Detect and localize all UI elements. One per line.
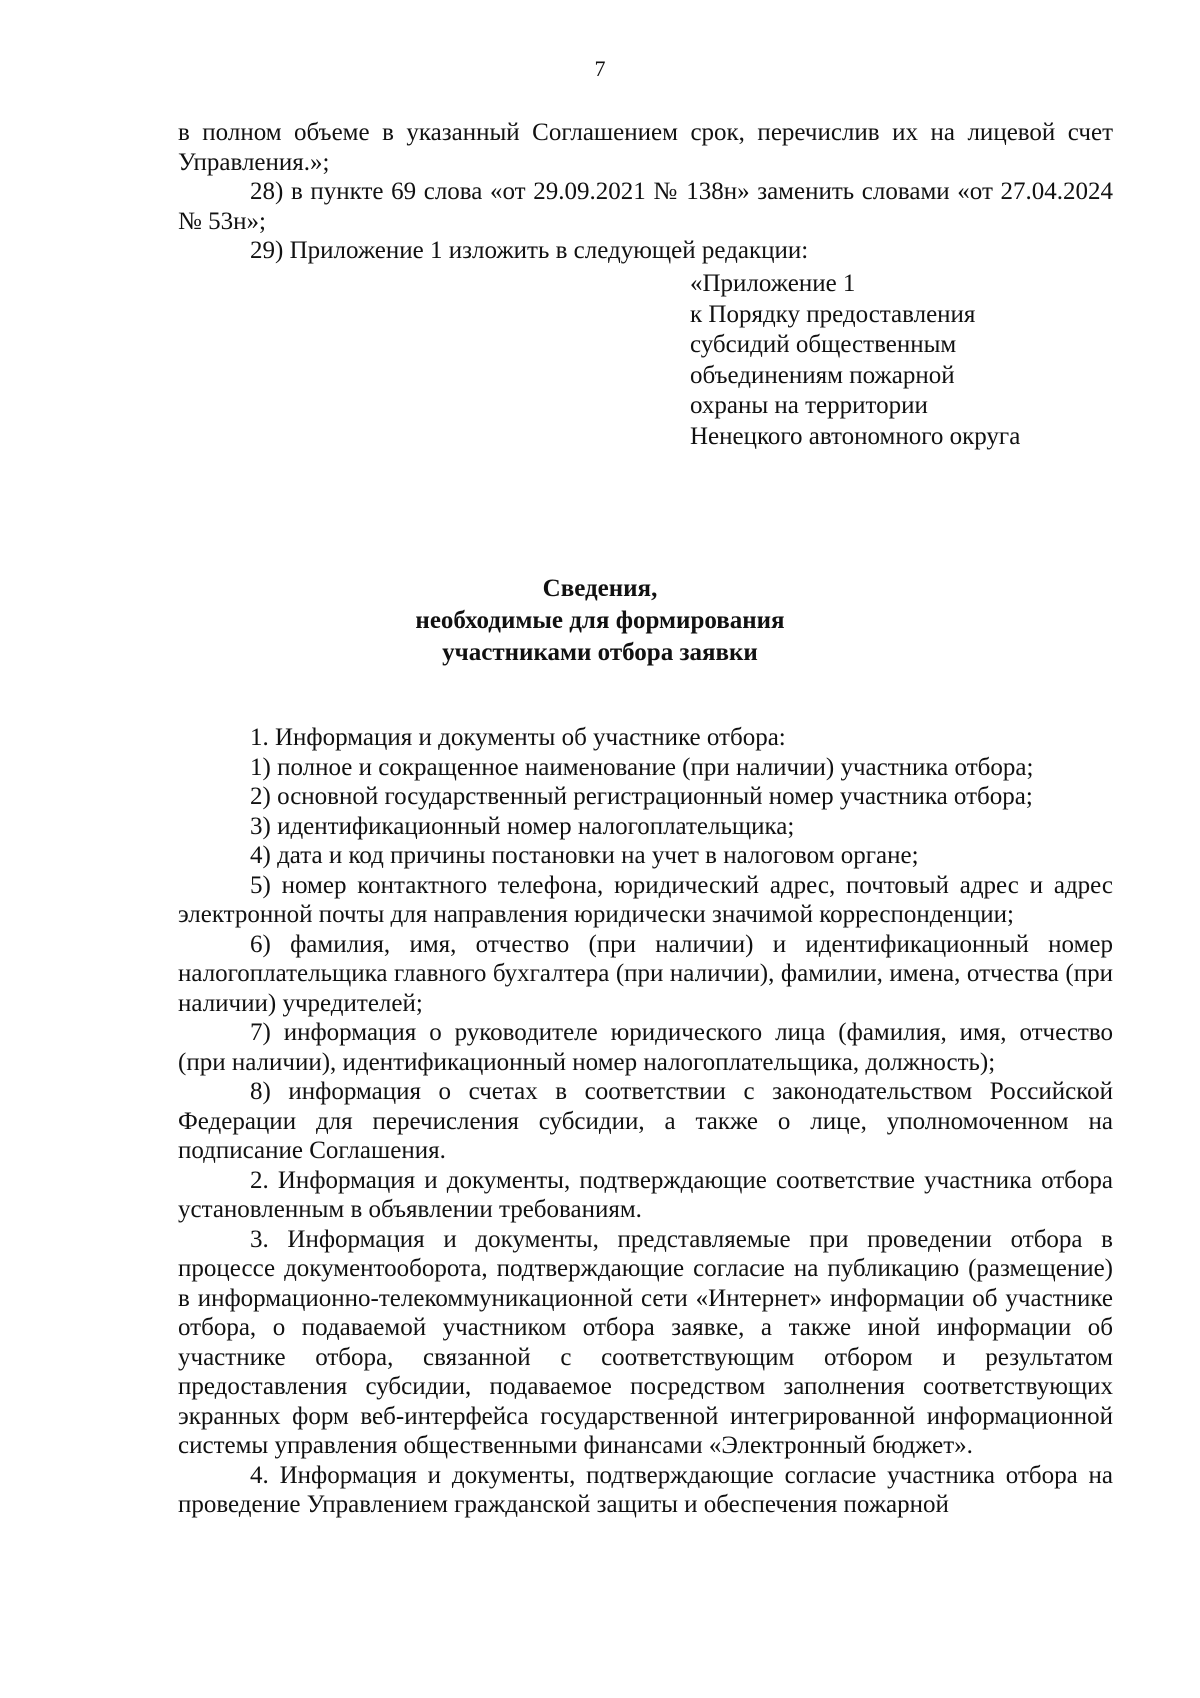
- appendix-header-line: субсидий общественным: [690, 331, 957, 358]
- appendix-header: [690, 269, 1110, 452]
- section-4: 4. Информация и документы, подтверждающие согласие участника отбора на проведение Управлением гражданской защиты и обеспечения пожарной: [178, 1461, 1113, 1518]
- section-1-heading: 1. Информация и документы об участнике отбора:: [250, 724, 786, 751]
- appendix-header-line: к Порядку предоставления: [690, 300, 976, 328]
- title-line: участниками отбора заявки: [442, 639, 758, 666]
- document-title: [0, 573, 1200, 669]
- section-2: 2. Информация и документы, подтверждающие соответствие участника отбора установленным в объявлении требованиям.: [178, 1166, 1113, 1223]
- list-item-8: 8) информация о счетах в соответствии с законодательством Российской Федерации для перечисления субсидии, а также о лице, уполномоченном на подписание Соглашения.: [178, 1078, 1113, 1164]
- list-item-2: 2) основной государственный регистрационный номер участника отбора;: [250, 783, 1033, 810]
- list-item-6: 6) фамилия, имя, отчество (при наличии) и идентификационный номер налогоплательщика главного бухгалтера (при наличии), фамилии, имена, отчества (при наличии) учредителей;: [178, 930, 1113, 1017]
- title-line: Сведения,: [542, 575, 658, 602]
- main-text-block: [178, 723, 1113, 1520]
- top-text-block: [178, 118, 1113, 266]
- appendix-header-line: объединениям пожарной: [690, 361, 955, 389]
- page-number: 7: [594, 56, 606, 81]
- list-item-7: 7) информация о руководителе юридического лица (фамилия, имя, отчество (при наличии), идентификационный номер налогоплательщика, должность);: [178, 1019, 1113, 1076]
- paragraph-continuation: в полном объеме в указанный Соглашением срок, перечислив их на лицевой счет Управления.»;: [178, 119, 1113, 176]
- appendix-header-line: охраны на территории: [690, 392, 928, 419]
- paragraph-item-28: 28) в пункте 69 слова «от 29.09.2021 № 138н» заменить словами «от 27.04.2024 № 53н»;: [178, 178, 1113, 235]
- list-item-3: 3) идентификационный номер налогоплательщика;: [250, 812, 795, 840]
- section-3: 3. Информация и документы, представляемые при проведении отбора в процессе документооборота, подтверждающие согласие на публикацию (размещение) в информационно-телекоммуникационной сети «Интернет» информации об участнике отбора, о подаваемой участником отбора заявке, а также иной информации об участнике отбора, связанной с соответствующим отбором и результатом предоставления субсидии, подаваемое посредством заполнения соответствующих экранных форм веб-интерфейса государственной интегрированной информационной системы управления общественными финансами «Электронный бюджет».: [178, 1225, 1113, 1459]
- title-line: необходимые для формирования: [415, 607, 785, 634]
- appendix-header-line: «Приложение 1: [690, 270, 856, 297]
- list-item-5: 5) номер контактного телефона, юридический адрес, почтовый адрес и адрес электронной почты для направления юридически значимой корреспонденции;: [178, 871, 1113, 928]
- list-item-1: 1) полное и сокращенное наименование (при наличии) участника отбора;: [250, 753, 1034, 781]
- appendix-header-line: Ненецкого автономного округа: [690, 422, 1021, 450]
- paragraph-item-29: 29) Приложение 1 изложить в следующей редакции:: [250, 237, 809, 264]
- list-item-4: 4) дата и код причины постановки на учет в налоговом органе;: [250, 842, 919, 869]
